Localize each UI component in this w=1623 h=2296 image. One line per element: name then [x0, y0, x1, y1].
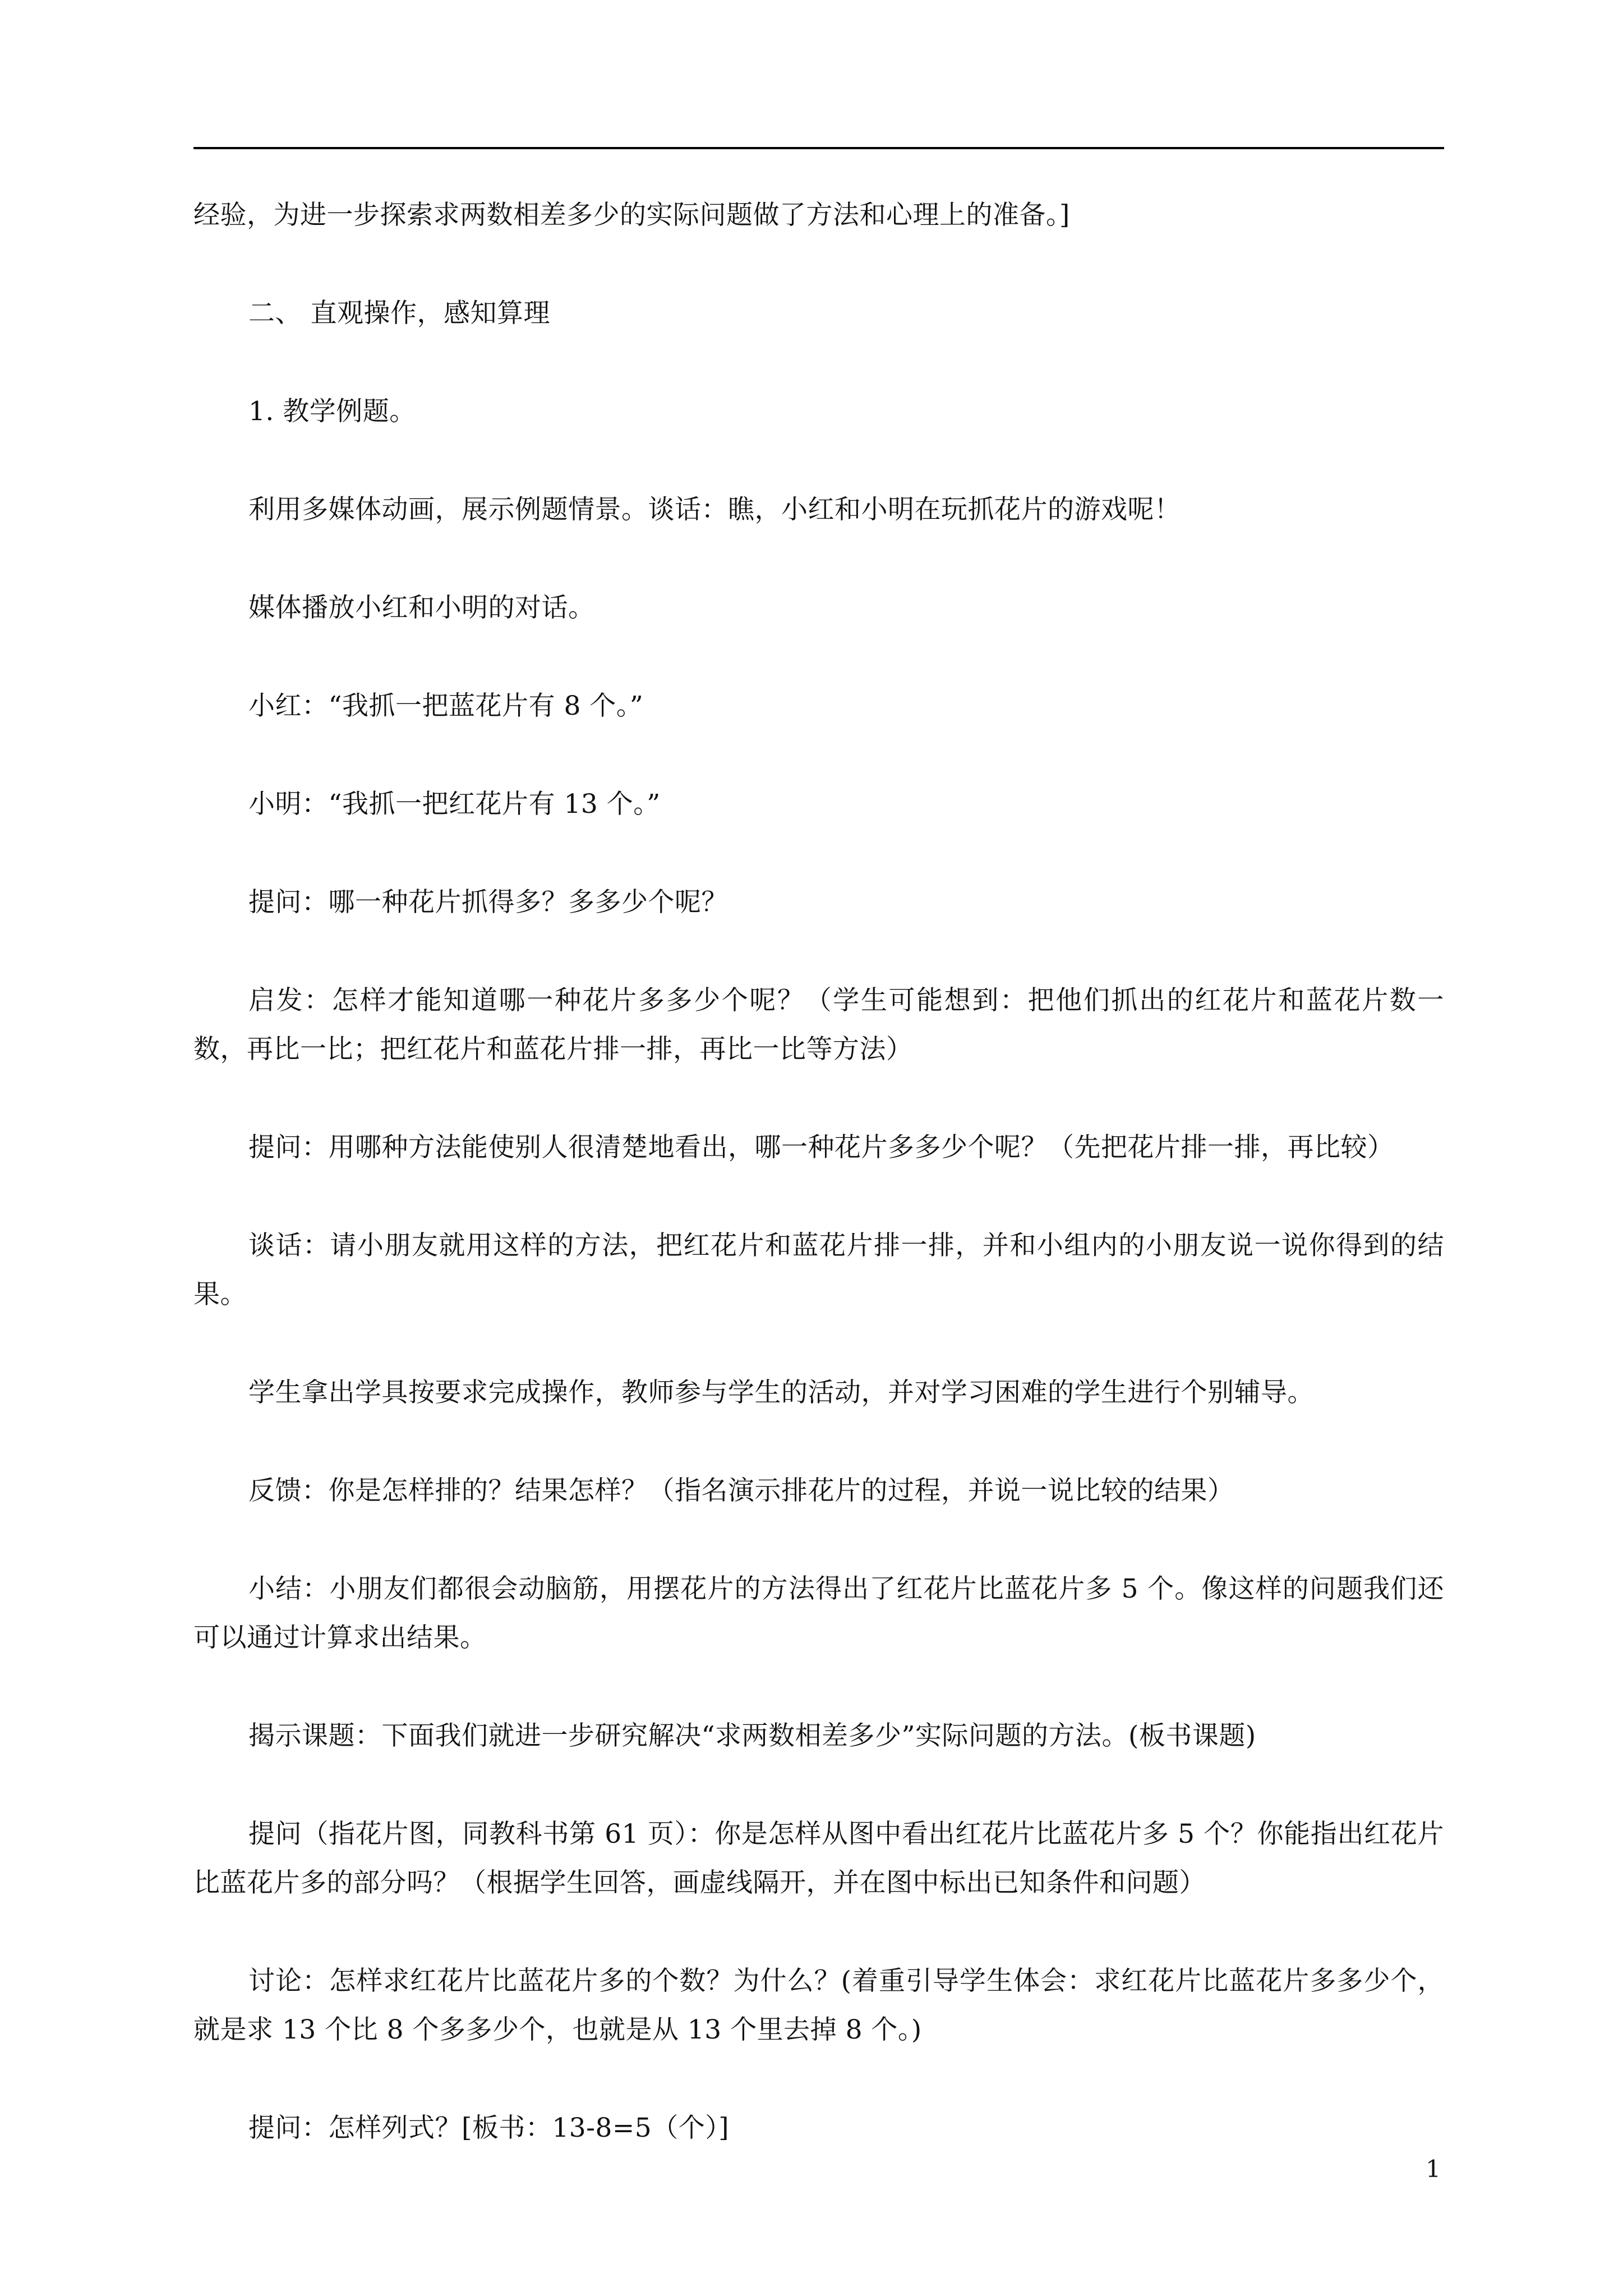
- paragraph: 讨论：怎样求红花片比蓝花片多的个数？为什么？(着重引导学生体会：求红花片比蓝花片多多少个，就是求 13 个比 8 个多多少个，也就是从 13 个里去掉 8 个。): [193, 1966, 1444, 2045]
- paragraph: 小红：“我抓一把蓝花片有 8 个。”: [248, 691, 644, 721]
- paragraph: 提问：哪一种花片抓得多？多多少个呢？: [248, 887, 728, 918]
- paragraph: 学生拿出学具按要求完成操作，教师参与学生的活动，并对学习困难的学生进行个别辅导。: [248, 1377, 1314, 1408]
- paragraph: 小明：“我抓一把红花片有 13 个。”: [248, 789, 661, 820]
- paragraph: 启发：怎样才能知道哪一种花片多多少个呢？（学生可能想到：把他们抓出的红花片和蓝花片数一数，再比一比；把红花片和蓝花片排一排，再比一比等方法）: [193, 985, 1444, 1065]
- paragraph: 提问：怎样列式？[板书：13-8=5（个）]: [248, 2113, 730, 2143]
- paragraph: 提问：用哪种方法能使别人很清楚地看出，哪一种花片多多少个呢？（先把花片排一排，再比较）: [248, 1132, 1394, 1163]
- paragraph: 提问（指花片图，同教科书第 61 页）：你是怎样从图中看出红花片比蓝花片多 5 个？你能指出红花片比蓝花片多的部分吗？（根据学生回答，画虚线隔开，并在图中标出已知条件和问题）: [193, 1819, 1444, 1898]
- section-heading: 二、 直观操作，感知算理: [248, 298, 550, 329]
- paragraph: 小结：小朋友们都很会动脑筋，用摆花片的方法得出了红花片比蓝花片多 5 个。像这样的问题我们还可以通过计算求出结果。: [193, 1573, 1444, 1653]
- paragraph: 媒体播放小红和小明的对话。: [248, 592, 595, 623]
- header-rule: [193, 147, 1444, 149]
- paragraph: 利用多媒体动画，展示例题情景。谈话：瞧，小红和小明在玩抓花片的游戏呢！: [248, 494, 1181, 525]
- paragraph: 揭示课题：下面我们就进一步研究解决“求两数相差多少”实际问题的方法。(板书课题): [248, 1720, 1256, 1751]
- paragraph: 反馈：你是怎样排的？结果怎样？（指名演示排花片的过程，并说一说比较的结果）: [248, 1475, 1234, 1506]
- page-number: 1: [1426, 2155, 1441, 2183]
- document-body: [193, 191, 1444, 2202]
- subsection-heading: 1. 教学例题。: [248, 396, 416, 427]
- paragraph: 谈话：请小朋友就用这样的方法，把红花片和蓝花片排一排，并和小组内的小朋友说一说你得到的结果。: [193, 1230, 1444, 1310]
- paragraph: 经验，为进一步探索求两数相差多少的实际问题做了方法和心理上的准备。]: [193, 200, 1070, 231]
